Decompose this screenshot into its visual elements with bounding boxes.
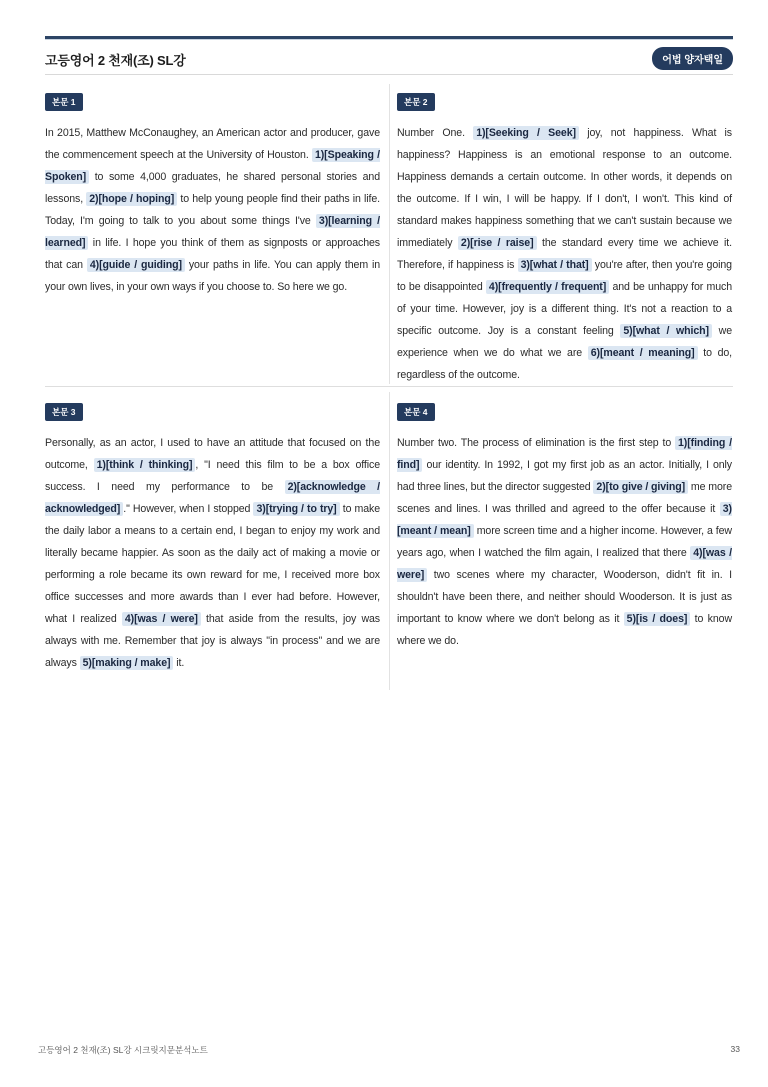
column-divider-bottom [389,392,390,690]
grammar-choice: 2)[rise / raise] [458,236,537,250]
grammar-choice: 6)[meant / meaning] [588,346,698,360]
grammar-choice: 1)[think / thinking] [94,458,196,472]
passage-segment: to do, regardless of the outcome. [397,347,733,381]
passage-1 [45,92,380,298]
passage-segment: ." However, when I stopped [123,503,254,515]
passage-segment: the standard every time we achieve it. Therefore, if happiness is [397,237,732,271]
grammar-choice: 1)[Speaking / Spoken] [45,149,380,183]
category-badge: 어법 양자택일 [652,47,733,70]
passage-4 [397,402,732,652]
column-divider-top [389,84,390,384]
passage-segment: Personally, as an actor, I used to have an attitude that focused on the outcome, [45,437,380,471]
grammar-choice: 5)[what / which] [620,324,712,338]
page-number: 33 [730,1044,740,1054]
passage-segment: in life. I hope you think of them as signposts or approaches that can [45,237,380,271]
passage-segment: and be unhappy for much of your time. However, joy is a different thing. It's not a reaction to a specific outcome. Joy is a constant feeling [397,281,732,337]
passage-segment: it. [173,657,185,669]
grammar-choice: 5)[making / make] [80,656,174,670]
passage-text [45,122,380,298]
passage-label: 본문 3 [45,403,83,421]
grammar-choice: 2)[to give / giving] [593,480,688,494]
passage-text [397,432,732,652]
passage-segment: to help young people find their paths in life. Today, I'm going to talk to you about some things I've [45,193,381,227]
grammar-choice: 4)[guide / guiding] [87,258,185,272]
grammar-choice: 3)[trying / to try] [253,502,339,516]
passage-3 [45,402,380,674]
grammar-choice: 3)[meant / mean] [397,503,732,537]
grammar-choice: 2)[hope / hoping] [86,192,177,206]
passage-segment: your paths in life. You can apply them in your own lives, in your own ways if you choose to. So here we go. [45,259,380,293]
passage-label: 본문 1 [45,93,83,111]
grammar-choice: 1)[finding / find] [397,437,733,471]
passage-segment: that aside from the results, joy was always with me. Remember that joy is always "in process" and we are always [45,613,381,669]
grammar-choice: 4)[frequently / frequent] [486,280,609,294]
passage-segment: two scenes where my character, Wooderson, didn't fit in. I shouldn't have been there, and neither should Wooderson. It is just as important to know where we don't belong as it [397,569,732,625]
grammar-choice: 1)[Seeking / Seek] [473,126,579,140]
passage-text [45,432,380,674]
grammar-choice: 2)[acknowledge / acknowledged] [45,481,380,515]
passage-segment: to know where we do. [397,613,732,647]
passage-segment: joy, not happiness. What is happiness? Happiness is an emotional response to an outcome. Happiness demands a certain outcome. In other words, it depends on the outcome. If I win, I will be happy. If I don't, I won't. This kind of standard makes happiness something that we can't sustain because we immediately [397,127,732,249]
passage-segment: In 2015, Matthew McConaughey, an American actor and producer, gave the commencement speech at the University of Houston. [45,127,380,161]
grammar-choice: 5)[is / does] [624,612,691,626]
passage-segment: more screen time and a higher income. However, a few years ago, when I watched the film again, I realized that there [397,525,732,559]
passage-text [397,122,732,386]
grammar-choice: 4)[was / were] [122,612,201,626]
passage-segment: Number two. The process of elimination is the first step to [397,437,676,449]
passage-segment: me more scenes and lines. I was thrilled and agreed to the offer because it [397,481,733,515]
passage-label: 본문 2 [397,93,435,111]
grammar-choice: 4)[was / were] [397,547,732,581]
grammar-choice: 3)[learning / learned] [45,215,380,249]
row-divider [45,386,733,387]
passage-segment: you're after, then you're going to be disappointed [397,259,732,293]
grammar-choice: 3)[what / that] [518,258,592,272]
title-divider [45,74,733,75]
passage-segment: our identity. In 1992, I got my first job as an actor. Initially, I only had three lines, but the director suggested [397,459,732,493]
passage-segment: to make the daily labor a means to a certain end, I began to enjoy my work and literally became happier. As soon as the daily act of making a movie or performing a role became its own reward for me, I received more box office successes and more awards than I ever had before. However, what I realized [45,503,381,625]
passage-segment: , "I need this film to be a box office success. I need my performance to be [45,459,380,493]
passage-segment: we experience when we do what we are [397,325,733,359]
passage-label: 본문 4 [397,403,435,421]
page-title: 고등영어 2 천재(조) SL강 [45,53,186,68]
header-accent-shadow [45,39,733,40]
passage-segment: to some 4,000 graduates, he shared personal stories and lessons, [45,171,380,205]
passage-segment: Number One. [397,127,474,139]
passage-2 [397,92,732,386]
footer-caption: 고등영어 2 천재(조) SL강 시크릿지문분석노트 [38,1045,208,1055]
